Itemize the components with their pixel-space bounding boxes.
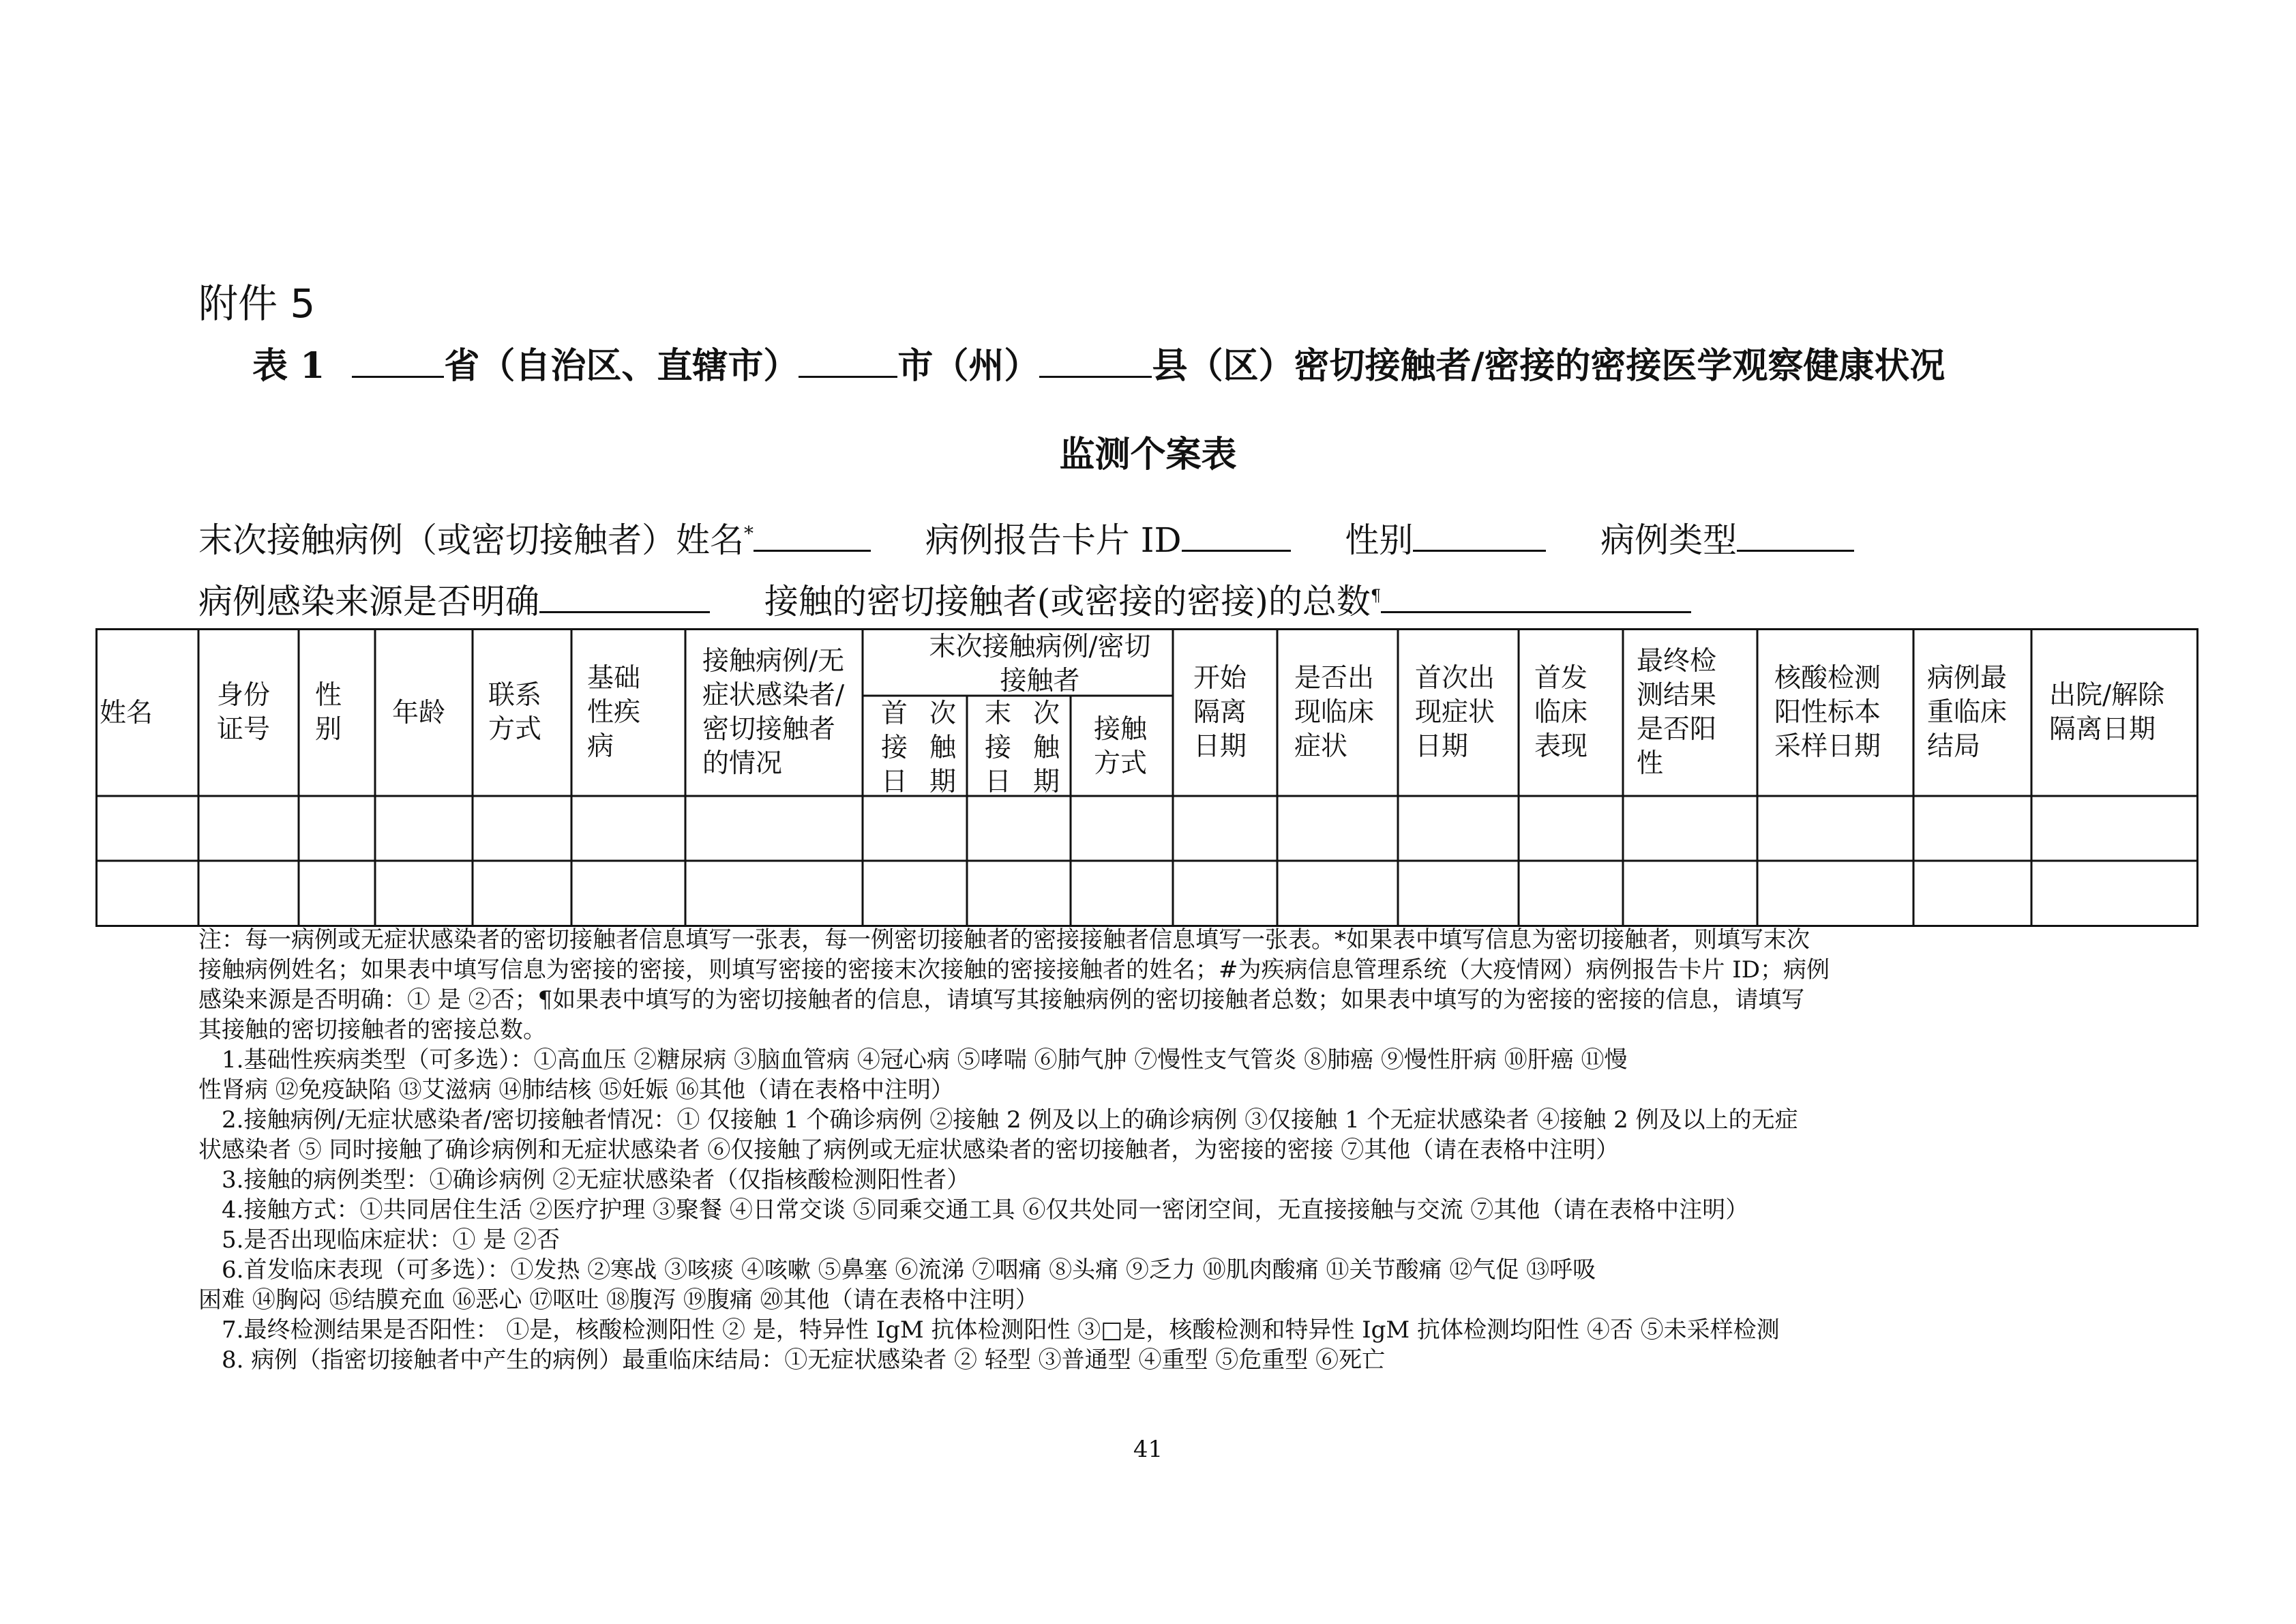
table-row-2[interactable] xyxy=(98,862,2196,925)
attachment-label: 附件 5 xyxy=(198,280,316,327)
col-first-manifestation: 首发临床表现 xyxy=(1534,663,1588,762)
note-line: 状感染者 ⑤ 同时接触了确诊病例和无症状感染者 ⑥仅接触了病例或无症状感染者的密切接触者，为密接的密接 ⑦其他（请在表格中注明） xyxy=(198,1136,1620,1164)
col-name: 姓名 xyxy=(100,698,153,728)
col-last-contact-group: 末次接触病例/密切接触者 xyxy=(929,632,1151,696)
county-blank[interactable] xyxy=(1039,340,1152,378)
note-line: 8. 病例（指密切接触者中产生的病例）最重临床结局：①无症状感染者 ② 轻型 ③普通型 ④重型 ⑤危重型 ⑥死亡 xyxy=(198,1346,1386,1374)
col-contact: 联系方式 xyxy=(488,680,542,745)
infection-source-label: 病例感染来源是否明确 xyxy=(198,582,539,621)
col-age: 年龄 xyxy=(392,698,446,728)
note-line: 6.首发临床表现（可多选）：①发热 ②寒战 ③咳痰 ④咳嗽 ⑤鼻塞 ⑥流涕 ⑦咽痛 ⑧头痛 ⑨乏力 ⑩肌肉酸痛 ⑪关节酸痛 ⑫气促 ⑬呼吸 xyxy=(198,1256,1596,1284)
pilcrow-mark: ¶ xyxy=(1370,586,1382,606)
title-county: 县（区）密切接触者/密接的密接医学观察健康状况 xyxy=(1152,345,1945,387)
note-line: 性肾病 ⑫免疫缺陷 ⑬艾滋病 ⑭肺结核 ⑮妊娠 ⑯其他（请在表格中注明） xyxy=(198,1076,955,1104)
info-line-1 xyxy=(198,513,1854,562)
col-isolation-start: 开始隔离日期 xyxy=(1193,663,1247,762)
note-line: 感染来源是否明确：① 是 ②否；¶如果表中填写的为密切接触者的信息，请填写其接触病例的密切接触者总数；如果表中填写的为密接的密接的信息，请填写 xyxy=(198,986,1805,1014)
last-contact-name-field[interactable] xyxy=(754,516,871,552)
col-last-contact-date: 末次接触日期 xyxy=(985,698,1060,797)
col-disease: 基础性疾病 xyxy=(587,663,641,762)
col-discharge-date: 出院/解除隔离日期 xyxy=(2049,680,2165,745)
note-line: 其接触的密切接触者的密接总数。 xyxy=(198,1016,546,1044)
info-line-2 xyxy=(198,574,1691,623)
city-blank[interactable] xyxy=(799,340,897,378)
star-mark: * xyxy=(744,522,754,545)
col-first-symptom-date: 首次出现症状日期 xyxy=(1415,663,1495,762)
case-type-label: 病例类型 xyxy=(1600,520,1738,560)
note-line: 接触病例姓名；如果表中填写信息为密接的密接，则填写密接的密接末次接触的密接接触者的姓名；#为疾病信息管理系统（大疫情网）病例报告卡片 ID；病例 xyxy=(198,956,1830,984)
note-line: 7.最终检测结果是否阳性： ①是，核酸检测阳性 ② 是，特异性 IgM 抗体检测阳性 ③□是，核酸检测和特异性 IgM 抗体检测均阳性 ④否 ⑤未采样检测 xyxy=(198,1316,1780,1344)
col-situation: 接触病例/无症状感染者/密切接触者的情况 xyxy=(702,646,845,779)
col-sample-date: 核酸检测阳性标本采样日期 xyxy=(1774,663,1881,762)
total-contacts-label: 接触的密切接触者(或密接的密接)的总数 xyxy=(764,582,1371,621)
total-contacts-field[interactable] xyxy=(1381,577,1691,613)
col-contact-mode: 接触方式 xyxy=(1094,714,1148,779)
sex-label: 性别 xyxy=(1345,520,1414,560)
note-line: 5.是否出现临床症状：① 是 ②否 xyxy=(198,1226,561,1254)
note-line: 困难 ⑭胸闷 ⑮结膜充血 ⑯恶心 ⑰呕吐 ⑱腹泻 ⑲腹痛 ⑳其他（请在表格中注明） xyxy=(198,1286,1039,1314)
col-sex: 性别 xyxy=(315,680,342,745)
note-line: 4.接触方式：①共同居住生活 ②医疗护理 ③聚餐 ④日常交谈 ⑤同乘交通工具 ⑥仅共处同一密闭空间，无直接接触与交流 ⑦其他（请在表格中注明） xyxy=(198,1196,1749,1224)
title-province: 省（自治区、直辖市） xyxy=(444,345,799,387)
form-title xyxy=(252,337,1945,388)
col-id: 身份证号 xyxy=(217,680,271,745)
page-number: 41 xyxy=(1133,1436,1163,1463)
last-contact-name-label: 末次接触病例（或密切接触者）姓名 xyxy=(198,520,744,560)
col-symptoms: 是否出现临床症状 xyxy=(1294,663,1375,762)
note-line: 1.基础性疾病类型（可多选）：①高血压 ②糖尿病 ③脑血管病 ④冠心病 ⑤哮喘 ⑥肺气肿 ⑦慢性支气管炎 ⑧肺癌 ⑨慢性肝病 ⑩肝癌 ⑪慢 xyxy=(198,1046,1628,1074)
form-title-line2: 监测个案表 xyxy=(1059,434,1237,475)
col-worst-outcome: 病例最重临床结局 xyxy=(1927,663,2008,762)
sex-field[interactable] xyxy=(1413,516,1546,552)
title-prefix: 表 1 xyxy=(252,345,325,387)
report-card-id-label: 病例报告卡片 ID xyxy=(925,520,1182,560)
col-first-contact-date: 首次接触日期 xyxy=(881,698,956,797)
report-card-id-field[interactable] xyxy=(1182,516,1291,552)
notes-section xyxy=(198,925,2108,1375)
infection-source-field[interactable] xyxy=(539,577,710,613)
table-row-1[interactable] xyxy=(98,797,2196,860)
note-line: 2.接触病例/无症状感染者/密切接触者情况：① 仅接触 1 个确诊病例 ②接触 2 例及以上的确诊病例 ③仅接触 1 个无症状感染者 ④接触 2 例及以上的无症 xyxy=(198,1106,1798,1134)
note-line: 3.接触的病例类型：①确诊病例 ②无症状感染者（仅指核酸检测阳性者） xyxy=(198,1166,970,1194)
province-blank[interactable] xyxy=(352,340,444,378)
note-line: 注：每一病例或无症状感染者的密切接触者信息填写一张表，每一例密切接触者的密接接触者信息填写一张表。*如果表中填写信息为密切接触者，则填写末次 xyxy=(198,926,1810,954)
col-final-positive: 最终检测结果是否阳性 xyxy=(1637,646,1717,779)
title-city: 市（州） xyxy=(897,345,1040,387)
case-type-field[interactable] xyxy=(1737,516,1854,552)
